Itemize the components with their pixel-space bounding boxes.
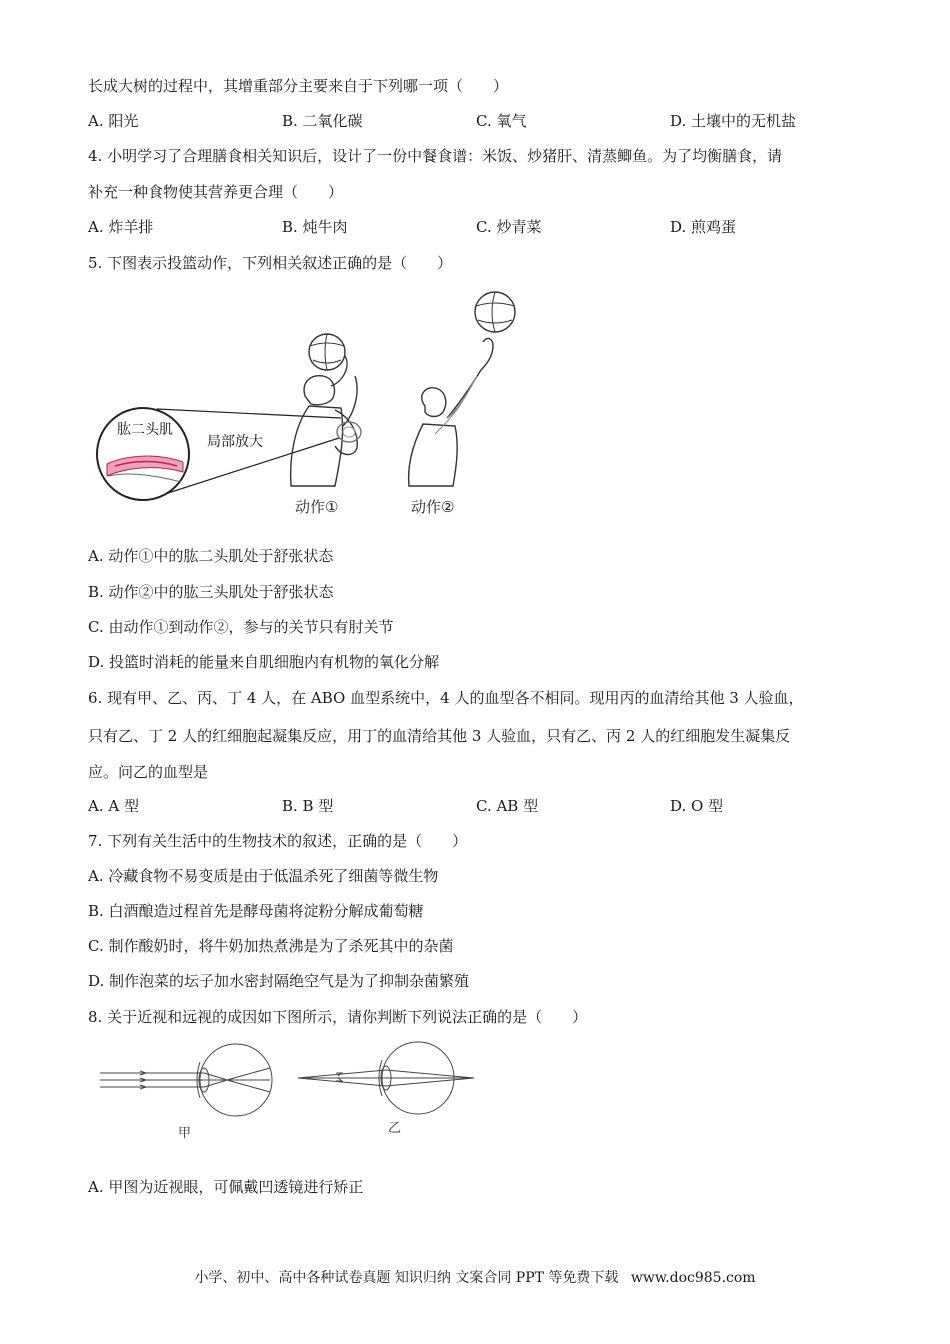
muscle-label: 肱二头肌 xyxy=(117,422,173,438)
q6-option-b: B. B 型 xyxy=(282,797,334,815)
eye-yi xyxy=(298,1042,474,1114)
page-footer xyxy=(0,1268,950,1288)
q7-option-d: D. 制作泡菜的坛子加水密封隔绝空气是为了抑制杂菌繁殖 xyxy=(88,972,470,990)
q6-stem-line3: 应。问乙的血型是 xyxy=(88,763,209,781)
q5-stem: 5. 下图表示投篮动作，下列相关叙述正确的是（ ） xyxy=(88,254,453,272)
q3-option-c: C. 氧气 xyxy=(476,112,527,130)
eye-jia xyxy=(100,1044,272,1116)
q5-option-d: D. 投篮时消耗的能量来自肌细胞内有机物的氧化分解 xyxy=(88,653,440,671)
footer-url[interactable]: www.doc985.com xyxy=(630,1270,756,1286)
q6-option-a: A. A 型 xyxy=(88,797,139,815)
q7-option-b: B. 白酒酿造过程首先是酵母菌将淀粉分解成葡萄糖 xyxy=(88,902,424,920)
player-action1 xyxy=(291,334,361,486)
q8-option-a: A. 甲图为近视眼，可佩戴凹透镜进行矫正 xyxy=(88,1178,364,1196)
q4-option-a: A. 炸羊排 xyxy=(88,218,154,236)
q4-stem-line1: 4. 小明学习了合理膳食相关知识后，设计了一份中餐食谱：米饭、炒猪肝、清蒸鲫鱼。为了均衡膳食，请 xyxy=(88,147,783,165)
q5-option-c: C. 由动作①到动作②，参与的关节只有肘关节 xyxy=(88,618,394,636)
q6-stem-line2: 只有乙、丁 2 人的红细胞起凝集反应，用丁的血清给其他 3 人验血，只有乙、丙 2 人的红细胞发生凝集反 xyxy=(88,727,791,745)
q3-stem: 长成大树的过程中，其增重部分主要来自于下列哪一项（ ） xyxy=(88,77,509,95)
action1-label: 动作① xyxy=(295,498,339,516)
zoom-line-top xyxy=(157,409,341,418)
q3-option-d: D. 土壤中的无机盐 xyxy=(670,112,797,130)
zoom-label: 局部放大 xyxy=(207,434,263,450)
basketball-figure xyxy=(95,286,535,520)
q6-stem-line1: 6. 现有甲、乙、丙、丁 4 人，在 ABO 血型系统中，4 人的血型各不相同。现用丙的血清给其他 3 人验血， xyxy=(88,689,804,707)
q7-option-c: C. 制作酸奶时，将牛奶加热煮沸是为了杀死其中的杂菌 xyxy=(88,937,454,955)
q6-option-c: C. AB 型 xyxy=(476,797,539,815)
label-yi: 乙 xyxy=(388,1121,402,1136)
q4-option-d: D. 煎鸡蛋 xyxy=(670,218,737,236)
q7-stem: 7. 下列有关生活中的生物技术的叙述，正确的是（ ） xyxy=(88,832,468,850)
q4-option-b: B. 炖牛肉 xyxy=(282,218,348,236)
action2-label: 动作② xyxy=(411,498,455,516)
q4-option-c: C. 炒青菜 xyxy=(476,218,542,236)
q7-option-a: A. 冷藏食物不易变质是由于低温杀死了细菌等微生物 xyxy=(88,867,439,885)
q4-stem-line2: 补充一种食物使其营养更合理（ ） xyxy=(88,183,344,201)
q8-stem: 8. 关于近视和远视的成因如下图所示，请你判断下列说法正确的是（ ） xyxy=(88,1008,588,1026)
player-action2 xyxy=(409,292,515,486)
q3-option-b: B. 二氧化碳 xyxy=(282,112,363,130)
footer-text: 小学、初中、高中各种试卷真题 知识归纳 文案合同 PPT 等免费下载 xyxy=(194,1270,619,1286)
q3-option-a: A. 阳光 xyxy=(88,112,139,130)
q6-option-d: D. O 型 xyxy=(670,797,724,815)
q5-option-a: A. 动作①中的肱二头肌处于舒张状态 xyxy=(88,547,334,565)
eye-diagram xyxy=(100,1040,485,1144)
label-jia: 甲 xyxy=(178,1126,192,1141)
q5-option-b: B. 动作②中的肱三头肌处于舒张状态 xyxy=(88,583,334,601)
